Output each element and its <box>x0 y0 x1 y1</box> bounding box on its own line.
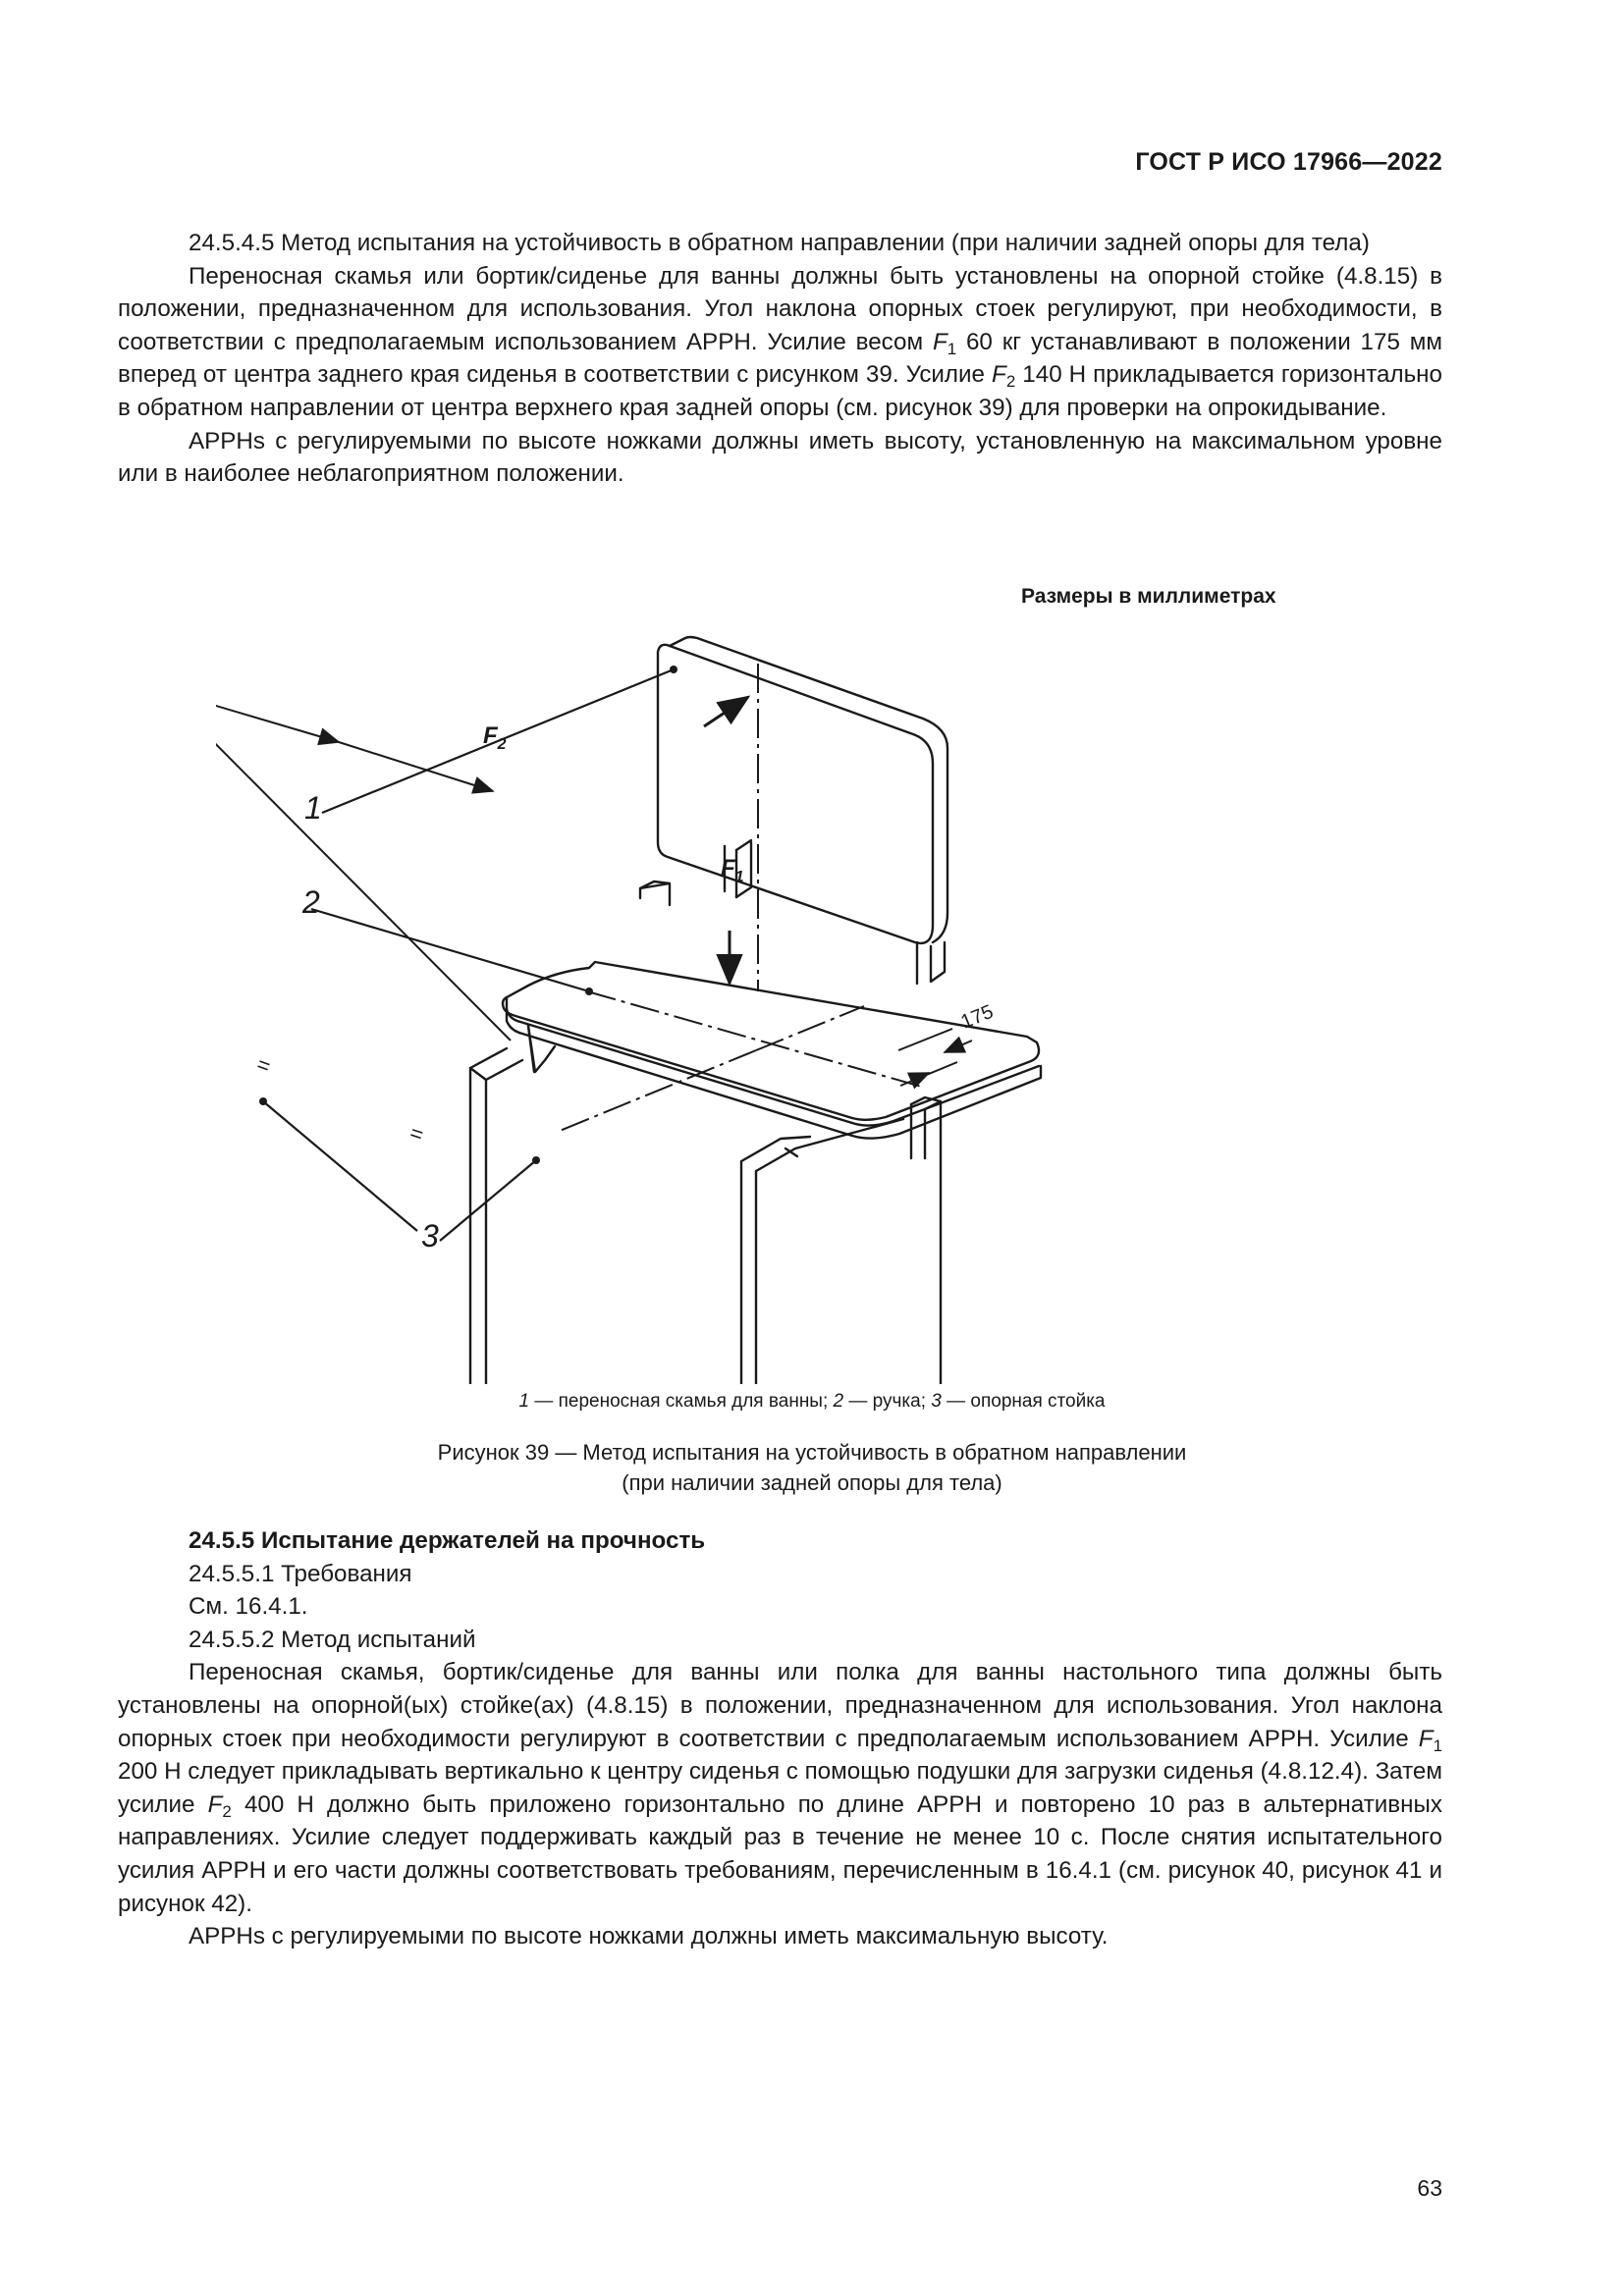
force-f1-label: $F_1$ <box>721 855 744 885</box>
subsection-title: 24.5.5.2 Метод испытаний <box>189 1626 476 1653</box>
section-24-5-4-5 <box>118 227 1442 491</box>
figure-caption: Рисунок 39 — Метод испытания на устойчивость в обратном направлении (при наличии задней опоры для тела) <box>437 1440 1187 1495</box>
leg-left <box>470 1048 522 1384</box>
equal-mark: = <box>406 1119 427 1148</box>
subsection-title: 24.5.5.1 Требования <box>189 1560 412 1587</box>
figure-label-1: 1 <box>304 790 322 826</box>
paragraph: Переносная скамья, бортик/сиденье для ванны или полка для ванны настольного типа должны быть установлены на опорной(ых) стойке(ах) (4.8.15) в положении, предназначенном для использования. Угол наклона опорных стоек при необходимости регулируют в соответствии с предполагаемым использованием АРРН. Усилие $F_1$ 200 Н следует прикладывать вертикально к центру сиденья с помощью подушки для загрузки сиденья (4.8.12.4). Затем усилие $F_2$ 400 Н должно быть приложено горизонтально по длине АРРН и повторено 10 раз в альтернативных направлениях. Усилие следует поддерживать каждый раз в течение не менее 10 с. После снятия испытательного усилия АРРН и его части должны соответствовать требованиям, перечисленным в 16.4.1 (см. рисунок 40, рисунок 41 и рисунок 42). <box>118 1659 1442 1917</box>
back-support <box>658 645 933 943</box>
leg-right <box>741 1119 903 1384</box>
paragraph: Переносная скамья или бортик/сиденье для ванны должны быть установлены на опорной стойке (4.8.15) в положении, предназначенном для использования. Угол наклона опорных стоек регулируют, при необходимости, в соответствии с предполагаемым использованием АРРН. Усилие весом $F_1$ 60 кг устанавливают в положении 175 мм вперед от центра заднего края сиденья в соответствии с рисунком 39. Усилие $F_2$ 140 Н прикладывается горизонтально в обратном направлении от центра верхнего края задней опоры (см. рисунок 39) для проверки на опрокидывание. <box>118 262 1442 421</box>
paragraph: См. 16.4.1. <box>189 1593 308 1621</box>
dimension-175: 175 <box>957 1000 997 1034</box>
section-title: 24.5.4.5 Метод испытания на устойчивость в обратном направлении (при наличии задней опоры для тела) <box>189 230 1370 256</box>
section-24-5-5 <box>118 1524 1442 1953</box>
figure-label-3: 3 <box>421 1218 439 1254</box>
dimensions-note: Размеры в миллиметрах <box>1021 585 1276 608</box>
figure-legend: 1 — переносная скамья для ванны; 2 — ручка; 3 — опорная стойка <box>518 1391 1106 1412</box>
paragraph: АРРНs с регулируемыми по высоте ножками должны иметь высоту, установленную на максимальном уровне или в наиболее неблагоприятном положении. <box>118 427 1442 488</box>
figure-39-drawing <box>216 618 1198 1384</box>
figure-label-2: 2 <box>302 884 320 920</box>
document-header: ГОСТ Р ИСО 17966—2022 <box>1135 148 1442 176</box>
paragraph: АРРНs с регулируемыми по высоте ножками должны иметь максимальную высоту. <box>189 1923 1109 1950</box>
page-number: 63 <box>1417 2175 1442 2201</box>
force-f2-label: $F_2$ <box>483 722 507 753</box>
section-heading: 24.5.5 Испытание держателей на прочность <box>189 1527 706 1554</box>
equal-mark: = <box>253 1051 274 1080</box>
